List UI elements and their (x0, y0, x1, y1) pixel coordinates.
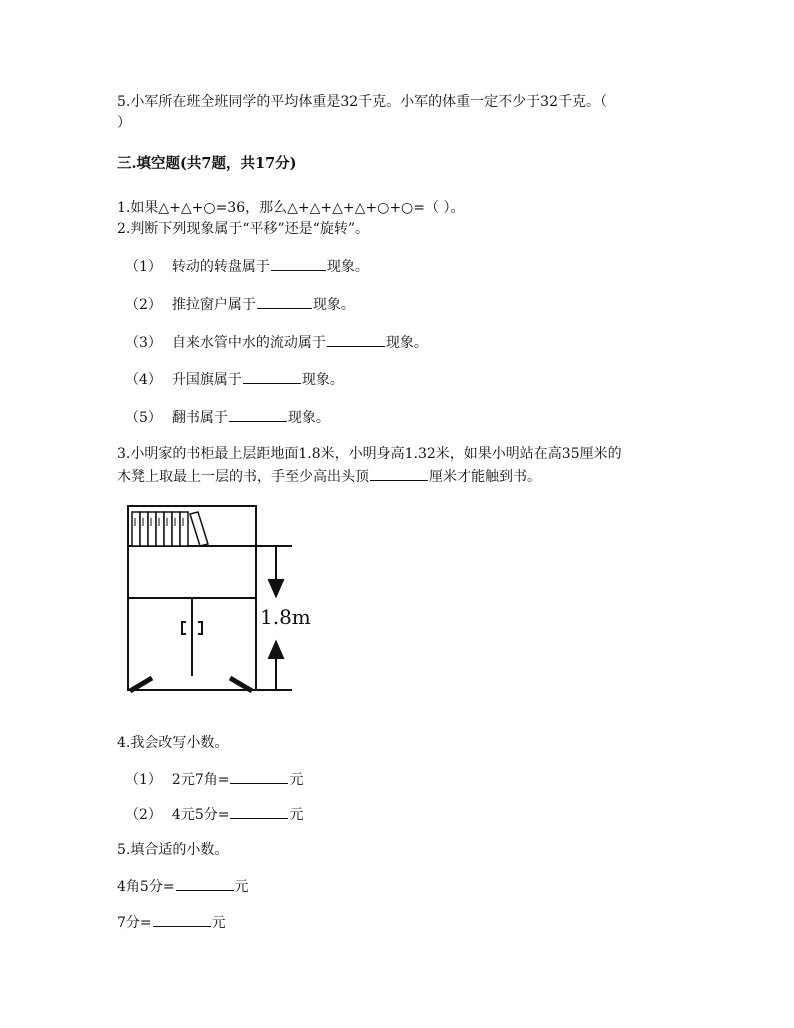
question-2-item-2 (125, 294, 355, 315)
question-5-stem: 5.填合适的小数。 (117, 842, 229, 858)
item-suffix: 现象。 (326, 259, 369, 275)
answer-blank[interactable] (370, 466, 428, 481)
question-5-item-1 (117, 876, 249, 897)
question-2-item-1 (125, 256, 369, 277)
answer-blank[interactable] (230, 769, 288, 784)
question-5-item-2 (117, 912, 226, 933)
books (132, 512, 208, 546)
item-text: 推拉窗户属于 (171, 297, 256, 313)
question-3-line1: 3.小明家的书柜最上层距地面1.8米，小明身高1.32米，如果小明站在高35厘米的 (117, 446, 622, 462)
question-2-stem: 2.判断下列现象属于“平移”还是“旋转”。 (117, 221, 369, 237)
judge-question-5-line2: ） (117, 115, 131, 131)
question-4-item-2 (125, 804, 303, 825)
item-number: （1） (125, 772, 162, 788)
item-suffix: 现象。 (385, 335, 428, 351)
item-number: （3） (125, 335, 162, 351)
item-number: （2） (125, 297, 162, 313)
question-4-item-1 (125, 769, 303, 790)
question-2-item-4 (125, 369, 344, 390)
item-suffix: 现象。 (287, 410, 330, 426)
answer-blank[interactable] (230, 804, 288, 819)
item-suffix: 元 (234, 879, 249, 895)
item-suffix: 现象。 (301, 372, 344, 388)
item-number: （2） (125, 807, 162, 823)
item-number: （4） (125, 372, 162, 388)
answer-blank[interactable] (229, 407, 287, 422)
item-suffix: 元 (211, 915, 226, 931)
answer-blank[interactable] (176, 876, 234, 891)
answer-blank[interactable] (271, 256, 326, 271)
question-3-line2 (117, 466, 541, 487)
section-title: 三.填空题(共7题，共17分) (117, 155, 297, 172)
question-3-text: 木凳上取最上一层的书，手至少高出头顶 (117, 469, 369, 485)
item-text: 自来水管中水的流动属于 (171, 335, 326, 351)
item-suffix: 现象。 (312, 297, 355, 313)
question-1: 1.如果△+△+○=36，那么△+△+△+△+○+○=（ ）。 (117, 200, 465, 216)
bookcase-figure (120, 500, 320, 700)
judge-question-5-line1: 5.小军所在班全班同学的平均体重是32千克。小军的体重一定不少于32千克。（ (117, 94, 607, 110)
item-text: 转动的转盘属于 (171, 259, 270, 275)
item-suffix: 元 (289, 772, 304, 788)
item-text: 7分= (117, 915, 152, 931)
item-suffix: 元 (289, 807, 304, 823)
height-label: 1.8m (260, 605, 311, 629)
item-text: 翻书属于 (171, 410, 228, 426)
item-text: 4元5分= (171, 807, 230, 823)
item-number: （1） (125, 259, 162, 275)
question-2-item-5 (125, 407, 330, 428)
answer-blank[interactable] (327, 332, 385, 347)
item-text: 4角5分= (117, 879, 175, 895)
question-3-suffix: 厘米才能触到书。 (429, 469, 541, 485)
item-number: （5） (125, 410, 162, 426)
answer-blank[interactable] (257, 294, 312, 309)
answer-blank[interactable] (243, 369, 301, 384)
item-text: 2元7角= (171, 772, 230, 788)
item-text: 升国旗属于 (171, 372, 242, 388)
answer-blank[interactable] (153, 912, 211, 927)
question-2-item-3 (125, 332, 428, 353)
question-4-stem: 4.我会改写小数。 (117, 735, 229, 751)
